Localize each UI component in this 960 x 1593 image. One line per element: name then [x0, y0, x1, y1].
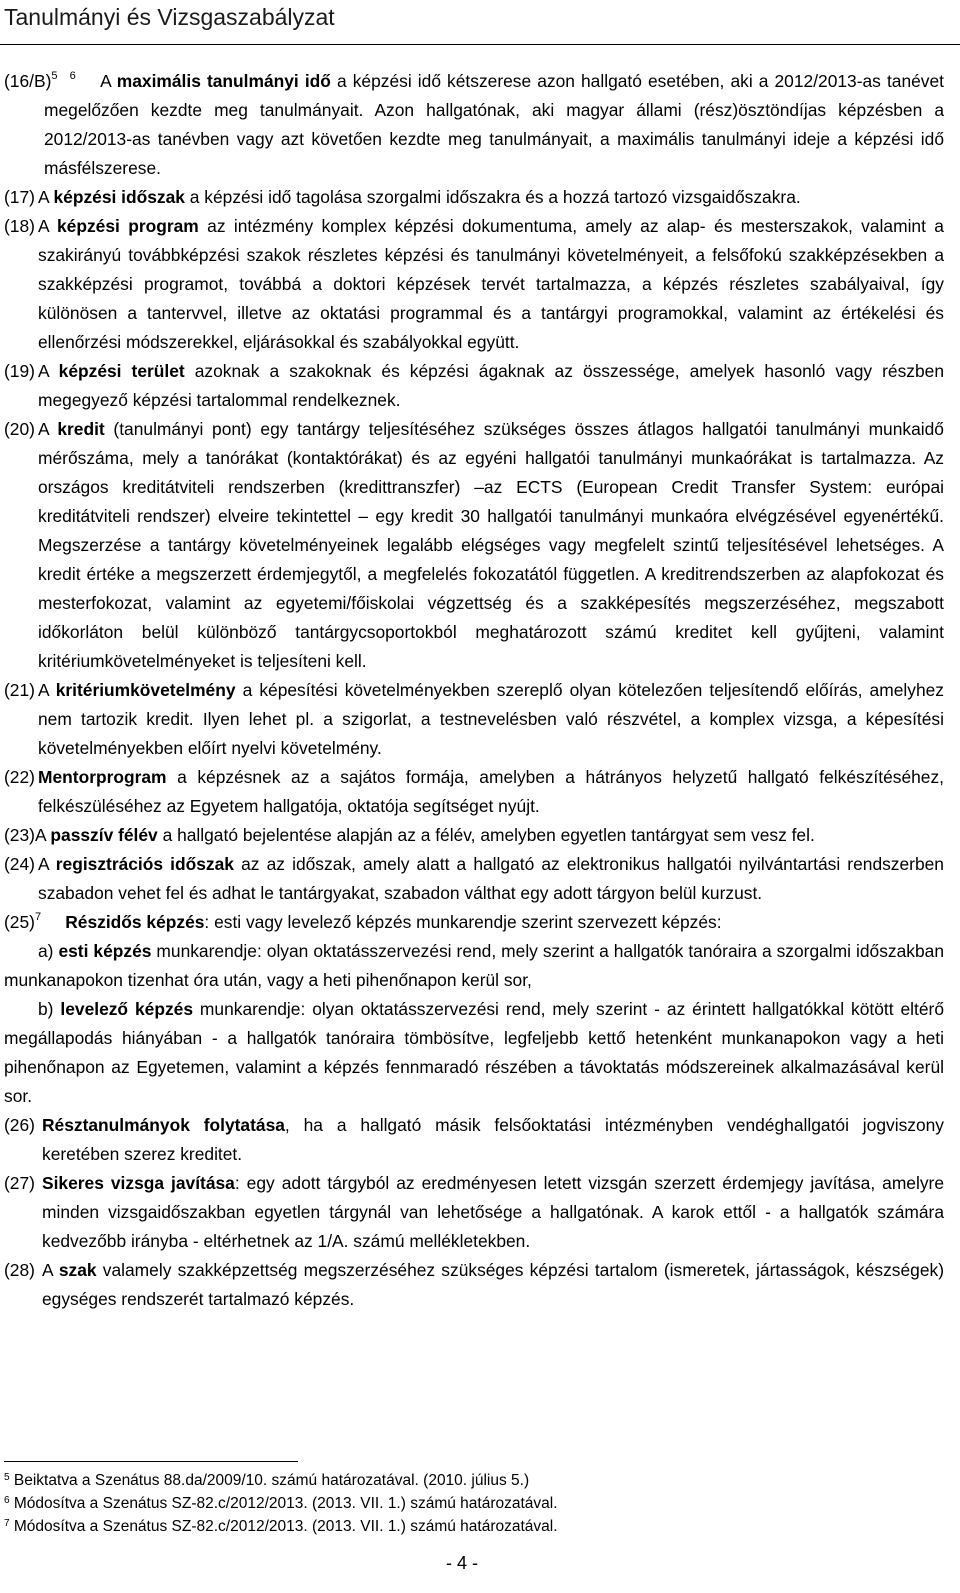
paragraph-21: (21) A kritériumkövetelmény a képesítési követelményekben szereplő olyan kötelezően teljesítendő előírás, amelyhez nem tartozik kredit. Ilyen lehet pl. a szigorlat, a testnevelésben való részvétel, a komplex vizsga, a képesítési követelményekben előírt nyelvi követelmény.	[4, 676, 944, 763]
defined-term: Részidős képzés	[65, 912, 205, 932]
defined-term: regisztrációs időszak	[55, 854, 234, 874]
paragraph-number: (26)	[4, 1115, 35, 1135]
defined-term: kritériumkövetelmény	[55, 680, 236, 700]
paragraph-25: $(25)^7$ Részidős képzés: esti vagy levelező képzés munkarendje szerint szervezett képzés:	[4, 911, 722, 932]
paragraph-number: (18)	[4, 216, 35, 236]
paragraph-number: (21)	[4, 680, 35, 700]
paragraph-28: (28) A szak valamely szakképzettség megszerzéséhez szükséges képzési tartalom (ismeretek, jártasságok, készségek) egységes rendszerét tartalmazó képzés.	[4, 1256, 944, 1314]
paragraph-number: (17)	[4, 187, 35, 207]
defined-term: képzési időszak	[53, 187, 185, 207]
paragraph-17: (17) A képzési időszak a képzési idő tagolása szorgalmi időszakra és a hozzá tartozó vizsgaidőszakra.	[4, 183, 944, 212]
paragraph-number: (19)	[4, 361, 35, 381]
paragraph-25-b: b) levelező képzés munkarendje: olyan oktatásszervezési rend, mely szerint - az érintett hallgatókkal kötött eltérő megállapodás hiányában - a hallgatók tanóraira tömbösítve, legfeljebb kettő hetenként munkanapokon vagy a heti pihenőnapon az Egyetemen, valamint a képzés fennmaradó részében a távoktatás módszereinek alkalmazásával kerül sor.	[4, 999, 944, 1106]
paragraph-number: (20)	[4, 419, 35, 439]
paragraph-22: (22) Mentorprogram a képzésnek az a sajátos formája, amelyben a hátrányos helyzetű hallgató felkészítéséhez, felkészüléséhez az Egyetem hallgatója, oktatója segítséget nyújt.	[4, 763, 944, 821]
paragraph-16b: $(16/B)^5$ $^6$ A maximális tanulmányi idő a képzési idő kétszerese azon hallgató esetében, aki a 2012/2013-as tanévet megelőzően kezdte meg tanulmányait. Azon hallgatónak, aki magyar állami (rész)ösztöndíjas képzésben a 2012/2013-as tanévben vagy azt követően kezdte meg tanulmányait, a maximális tanulmányi ideje a képzési idő másfélszerese.	[4, 70, 944, 178]
document-body	[4, 67, 944, 1314]
paragraph-number: (22)	[4, 767, 35, 787]
footnote-separator	[4, 1461, 298, 1462]
defined-term: Mentorprogram	[38, 767, 167, 787]
paragraph-number: (24)	[4, 854, 35, 874]
defined-term: levelező képzés	[60, 999, 193, 1019]
defined-term: Résztanulmányok folytatása	[42, 1115, 285, 1135]
defined-term: passzív félév	[50, 825, 158, 845]
paragraph-number: (16/B)	[4, 71, 52, 91]
paragraph-27: (27) Sikeres vizsga javítása: egy adott tárgyból az eredményesen letett vizsgán szerzett érdemjegy javítása, amelyre minden vizsgaidőszakban egyetlen tárgynál van lehetősége a hallgatónak. A karok ettől - a hallgatók számára kedvezőbb irányba - eltérhetnek az 1/A. számú mellékletekben.	[4, 1169, 944, 1256]
paragraph-20: (20) A kredit (tanulmányi pont) egy tantárgy teljesítéséhez szükséges összes átlagos hallgatói tanulmányi munkaidő mérőszáma, mely a tanórákat (kontaktórákat) és az egyéni hallgatói tanulmányi munkaórákat is tartalmazza. Az országos kreditátviteli rendszerben (kredittranszfer) –az ECTS (European Credit Transfer System: európai kreditátviteli rendszer) elveire tekintettel – egy kredit 30 hallgatói tanulmányi munkaóra elvégzésével egyenértékű. Megszerzése a tantárgy követelményeinek legalább elégséges vagy megfelelt szintű teljesítésével lehetséges. A kredit értéke a megszerzett érdemjegytől, a megfelelés fokozatától független. A kreditrendszerben az alapfokozat és mesterfokozat, valamint az egyetemi/főiskolai végzettség és a szakképesítés megszerzéséhez, megszabott időkorláton belül különböző tantárgycsoportokból meghatározott számú kreditet kell gyűjteni, valamint kritériumkövetelményeket is teljesíteni kell.	[4, 415, 944, 676]
footnote-ref[interactable]: 7	[34, 911, 42, 923]
paragraph-18: (18) A képzési program az intézmény komplex képzési dokumentuma, amely az alap- és mesterszakok, valamint a szakirányú továbbképzési szakok részletes képzési és tanulmányi követelményeit, a felsőfokú szakképzésekben a szakképzési programot, továbbá a doktori képzések tervét tartalmazza, a képzés részletes szabályaival, így különösen a tantervvel, illetve az oktatási programmal és a tantárgyi programokkal, valamint az értékelési és ellenőrzési módszerekkel, eljárásokkal és szabályokkal együtt.	[4, 212, 944, 357]
paragraph-25-a: a) esti képzés munkarendje: olyan oktatásszervezési rend, mely szerint a hallgatók tanóraira a szorgalmi időszakban munkanapokon tizenhat óra után, vagy a heti pihenőnapon kerül sor,	[4, 941, 944, 990]
page-number: - 4 -	[446, 1553, 479, 1573]
defined-term: maximális tanulmányi idő	[116, 71, 331, 91]
defined-term: esti képzés	[58, 941, 152, 961]
paragraph-23: (23)A passzív félév a hallgató bejelentése alapján az a félév, amelyben egyetlen tantárgyat sem vesz fel.	[4, 825, 815, 845]
footnotes	[4, 1469, 558, 1538]
defined-term: képzési program	[57, 216, 199, 236]
paragraph-19: (19) A képzési terület azoknak a szakoknak és képzési ágaknak az összessége, amelyek hasonló vagy részben megegyező képzési tartalommal rendelkeznek.	[4, 357, 944, 415]
paragraph-number: (27)	[4, 1173, 35, 1193]
paragraph-number: (28)	[4, 1260, 35, 1280]
document-title: Tanulmányi és Vizsgaszabályzat	[4, 4, 335, 30]
footnote: $^7$ Módosítva a Szenátus SZ-82.c/2012/2013. (2013. VII. 1.) számú határozatával.	[4, 1518, 558, 1535]
footnote-ref[interactable]: 5	[51, 70, 58, 82]
footnote-ref[interactable]: 6	[69, 70, 76, 82]
defined-term: Sikeres vizsga javítása	[42, 1173, 235, 1193]
paragraph-26: (26) Résztanulmányok folytatása, ha a hallgató másik felsőoktatási intézményben vendéghallgatói jogviszony keretében szerez kreditet.	[4, 1111, 944, 1169]
defined-term: kredit	[57, 419, 105, 439]
footnote: $^6$ Módosítva a Szenátus SZ-82.c/2012/2013. (2013. VII. 1.) számú határozatával.	[4, 1495, 558, 1512]
page-header	[0, 0, 960, 45]
paragraph-number: (25)	[4, 912, 35, 932]
defined-term: képzési terület	[58, 361, 185, 381]
footnote: $^5$ Beiktatva a Szenátus 88.da/2009/10. számú határozatával. (2010. július 5.)	[4, 1472, 530, 1489]
defined-term: szak	[58, 1260, 97, 1280]
paragraph-number: (23)	[4, 825, 35, 845]
paragraph-24: (24) A regisztrációs időszak az az időszak, amely alatt a hallgató az elektronikus hallgatói nyilvántartási rendszerben szabadon vehet fel és adhat le tantárgyakat, szabadon válthat egy adott tárgyon belül kurzust.	[4, 850, 944, 908]
